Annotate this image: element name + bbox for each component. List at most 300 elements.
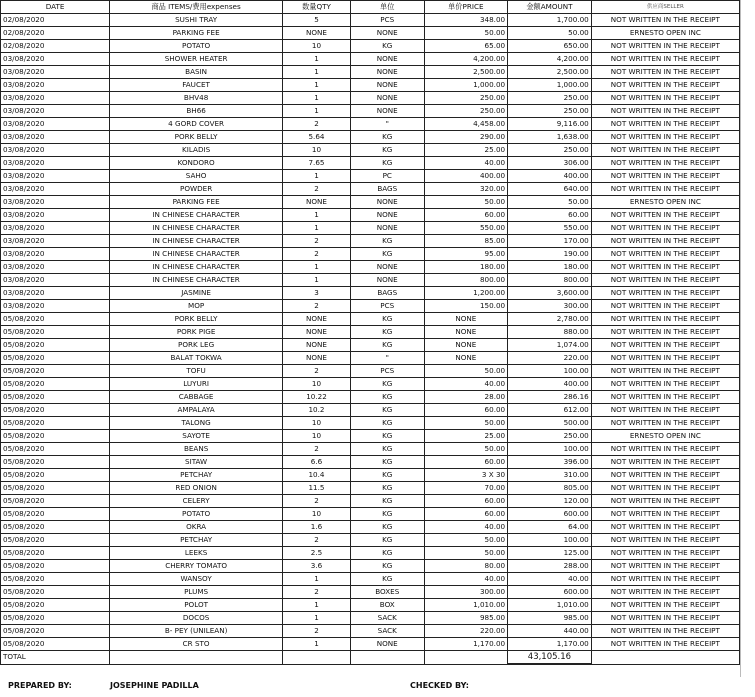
cell-seller[interactable]: NOT WRITTEN IN THE RECEIPT <box>591 118 739 131</box>
cell-date[interactable]: 03/08/2020 <box>1 274 110 287</box>
cell-amount[interactable]: 396.00 <box>508 456 592 469</box>
cell-price[interactable]: 2,500.00 <box>424 66 508 79</box>
cell-item[interactable]: PETCHAY <box>110 534 283 547</box>
cell-qty[interactable]: 2 <box>282 183 350 196</box>
cell-price[interactable]: 50.00 <box>424 417 508 430</box>
cell-seller[interactable]: NOT WRITTEN IN THE RECEIPT <box>591 534 739 547</box>
cell-amount[interactable]: 805.00 <box>508 482 592 495</box>
cell-price[interactable]: 250.00 <box>424 92 508 105</box>
cell-qty[interactable]: 10 <box>282 144 350 157</box>
header-price[interactable]: 单价PRICE <box>424 1 508 14</box>
cell-qty[interactable]: 1 <box>282 612 350 625</box>
cell-unit[interactable]: KG <box>350 378 424 391</box>
cell-price[interactable]: 4,458.00 <box>424 118 508 131</box>
cell-amount[interactable]: 50.00 <box>508 27 592 40</box>
cell-unit[interactable]: KG <box>350 560 424 573</box>
cell-item[interactable]: AMPALAYA <box>110 404 283 417</box>
cell-price[interactable]: 290.00 <box>424 131 508 144</box>
cell-date[interactable]: 03/08/2020 <box>1 300 110 313</box>
cell-price[interactable]: 40.00 <box>424 157 508 170</box>
cell-seller[interactable]: ERNESTO OPEN INC <box>591 430 739 443</box>
cell-item[interactable]: CELERY <box>110 495 283 508</box>
cell-price[interactable]: NONE <box>424 352 508 365</box>
cell-qty[interactable]: 1 <box>282 274 350 287</box>
cell-item[interactable]: SHOWER HEATER <box>110 53 283 66</box>
cell-item[interactable]: KILADIS <box>110 144 283 157</box>
cell-unit[interactable]: KG <box>350 508 424 521</box>
cell-amount[interactable]: 190.00 <box>508 248 592 261</box>
cell-price[interactable]: 1,200.00 <box>424 287 508 300</box>
total-empty-cell[interactable] <box>591 651 739 665</box>
cell-unit[interactable]: KG <box>350 456 424 469</box>
cell-amount[interactable]: 100.00 <box>508 443 592 456</box>
cell-amount[interactable]: 100.00 <box>508 365 592 378</box>
cell-unit[interactable]: KG <box>350 430 424 443</box>
cell-price[interactable]: 550.00 <box>424 222 508 235</box>
cell-qty[interactable]: 2 <box>282 248 350 261</box>
cell-unit[interactable]: NONE <box>350 27 424 40</box>
cell-price[interactable]: NONE <box>424 339 508 352</box>
cell-amount[interactable]: 220.00 <box>508 352 592 365</box>
cell-date[interactable]: 05/08/2020 <box>1 625 110 638</box>
cell-date[interactable]: 05/08/2020 <box>1 482 110 495</box>
cell-price[interactable]: 1,000.00 <box>424 79 508 92</box>
cell-seller[interactable]: NOT WRITTEN IN THE RECEIPT <box>591 261 739 274</box>
cell-item[interactable]: SUSHI TRAY <box>110 14 283 27</box>
cell-item[interactable]: 4 GORD COVER <box>110 118 283 131</box>
cell-price[interactable]: 28.00 <box>424 391 508 404</box>
header-amount[interactable]: 金额AMOUNT <box>508 1 592 14</box>
cell-item[interactable]: PORK BELLY <box>110 313 283 326</box>
cell-seller[interactable]: NOT WRITTEN IN THE RECEIPT <box>591 365 739 378</box>
cell-unit[interactable]: BAGS <box>350 287 424 300</box>
cell-qty[interactable]: 1 <box>282 170 350 183</box>
cell-unit[interactable]: KG <box>350 469 424 482</box>
cell-unit[interactable]: KG <box>350 547 424 560</box>
cell-seller[interactable]: NOT WRITTEN IN THE RECEIPT <box>591 248 739 261</box>
cell-amount[interactable]: 2,780.00 <box>508 313 592 326</box>
cell-date[interactable]: 03/08/2020 <box>1 235 110 248</box>
cell-amount[interactable]: 250.00 <box>508 430 592 443</box>
cell-qty[interactable]: 11.5 <box>282 482 350 495</box>
cell-seller[interactable]: NOT WRITTEN IN THE RECEIPT <box>591 235 739 248</box>
cell-qty[interactable]: 10 <box>282 40 350 53</box>
cell-amount[interactable]: 306.00 <box>508 157 592 170</box>
cell-amount[interactable]: 288.00 <box>508 560 592 573</box>
cell-amount[interactable]: 1,638.00 <box>508 131 592 144</box>
cell-seller[interactable]: NOT WRITTEN IN THE RECEIPT <box>591 547 739 560</box>
cell-date[interactable]: 03/08/2020 <box>1 261 110 274</box>
cell-seller[interactable]: ERNESTO OPEN INC <box>591 196 739 209</box>
cell-unit[interactable]: NONE <box>350 196 424 209</box>
cell-qty[interactable]: NONE <box>282 326 350 339</box>
cell-seller[interactable]: NOT WRITTEN IN THE RECEIPT <box>591 456 739 469</box>
cell-item[interactable]: PLUMS <box>110 586 283 599</box>
cell-date[interactable]: 03/08/2020 <box>1 157 110 170</box>
cell-unit[interactable]: NONE <box>350 274 424 287</box>
cell-date[interactable]: 05/08/2020 <box>1 430 110 443</box>
cell-seller[interactable]: NOT WRITTEN IN THE RECEIPT <box>591 378 739 391</box>
cell-item[interactable]: WANSOY <box>110 573 283 586</box>
cell-amount[interactable]: 600.00 <box>508 586 592 599</box>
total-label[interactable]: TOTAL <box>1 651 110 665</box>
cell-price[interactable]: 400.00 <box>424 170 508 183</box>
cell-qty[interactable]: 1 <box>282 573 350 586</box>
cell-price[interactable]: 25.00 <box>424 430 508 443</box>
cell-item[interactable]: LUYURI <box>110 378 283 391</box>
cell-item[interactable]: OKRA <box>110 521 283 534</box>
cell-seller[interactable]: NOT WRITTEN IN THE RECEIPT <box>591 508 739 521</box>
cell-qty[interactable]: 1 <box>282 222 350 235</box>
cell-date[interactable]: 05/08/2020 <box>1 443 110 456</box>
cell-unit[interactable]: KG <box>350 573 424 586</box>
cell-seller[interactable]: NOT WRITTEN IN THE RECEIPT <box>591 209 739 222</box>
cell-price[interactable]: 300.00 <box>424 586 508 599</box>
cell-date[interactable]: 05/08/2020 <box>1 378 110 391</box>
cell-amount[interactable]: 310.00 <box>508 469 592 482</box>
cell-qty[interactable]: 2 <box>282 534 350 547</box>
cell-qty[interactable]: 1 <box>282 92 350 105</box>
cell-seller[interactable]: NOT WRITTEN IN THE RECEIPT <box>591 417 739 430</box>
cell-item[interactable]: CHERRY TOMATO <box>110 560 283 573</box>
cell-item[interactable]: IN CHINESE CHARACTER <box>110 261 283 274</box>
cell-seller[interactable]: NOT WRITTEN IN THE RECEIPT <box>591 66 739 79</box>
cell-unit[interactable]: NONE <box>350 261 424 274</box>
cell-unit[interactable]: KG <box>350 248 424 261</box>
cell-seller[interactable]: ERNESTO OPEN INC <box>591 27 739 40</box>
cell-date[interactable]: 05/08/2020 <box>1 313 110 326</box>
cell-seller[interactable]: NOT WRITTEN IN THE RECEIPT <box>591 352 739 365</box>
cell-qty[interactable]: 2 <box>282 365 350 378</box>
cell-date[interactable]: 05/08/2020 <box>1 547 110 560</box>
cell-price[interactable]: 65.00 <box>424 40 508 53</box>
cell-date[interactable]: 03/08/2020 <box>1 170 110 183</box>
cell-amount[interactable]: 985.00 <box>508 612 592 625</box>
cell-seller[interactable]: NOT WRITTEN IN THE RECEIPT <box>591 287 739 300</box>
cell-item[interactable]: POLOT <box>110 599 283 612</box>
cell-amount[interactable]: 125.00 <box>508 547 592 560</box>
cell-date[interactable]: 05/08/2020 <box>1 469 110 482</box>
cell-qty[interactable]: 1 <box>282 105 350 118</box>
cell-price[interactable]: 85.00 <box>424 235 508 248</box>
cell-date[interactable]: 03/08/2020 <box>1 66 110 79</box>
cell-amount[interactable]: 400.00 <box>508 170 592 183</box>
cell-qty[interactable]: 1 <box>282 209 350 222</box>
cell-qty[interactable]: 1 <box>282 638 350 651</box>
cell-unit[interactable]: KG <box>350 391 424 404</box>
cell-qty[interactable]: 10 <box>282 430 350 443</box>
cell-date[interactable]: 05/08/2020 <box>1 521 110 534</box>
cell-unit[interactable]: NONE <box>350 638 424 651</box>
cell-qty[interactable]: 5 <box>282 14 350 27</box>
cell-amount[interactable]: 4,200.00 <box>508 53 592 66</box>
cell-date[interactable]: 05/08/2020 <box>1 352 110 365</box>
cell-item[interactable]: PORK PIGE <box>110 326 283 339</box>
total-empty-cell[interactable] <box>350 651 424 665</box>
cell-price[interactable]: 50.00 <box>424 365 508 378</box>
cell-item[interactable]: BHV48 <box>110 92 283 105</box>
cell-unit[interactable]: NONE <box>350 209 424 222</box>
cell-price[interactable]: 40.00 <box>424 521 508 534</box>
cell-qty[interactable]: 10 <box>282 417 350 430</box>
cell-item[interactable]: IN CHINESE CHARACTER <box>110 274 283 287</box>
cell-qty[interactable]: 2 <box>282 443 350 456</box>
cell-seller[interactable]: NOT WRITTEN IN THE RECEIPT <box>591 40 739 53</box>
cell-seller[interactable]: NOT WRITTEN IN THE RECEIPT <box>591 573 739 586</box>
cell-amount[interactable]: 400.00 <box>508 378 592 391</box>
cell-amount[interactable]: 250.00 <box>508 105 592 118</box>
cell-date[interactable]: 05/08/2020 <box>1 560 110 573</box>
cell-price[interactable]: 220.00 <box>424 625 508 638</box>
cell-price[interactable]: 320.00 <box>424 183 508 196</box>
cell-amount[interactable]: 2,500.00 <box>508 66 592 79</box>
cell-item[interactable]: KONDORO <box>110 157 283 170</box>
total-empty-cell[interactable] <box>424 651 508 665</box>
cell-date[interactable]: 05/08/2020 <box>1 534 110 547</box>
cell-seller[interactable]: NOT WRITTEN IN THE RECEIPT <box>591 482 739 495</box>
cell-date[interactable]: 05/08/2020 <box>1 638 110 651</box>
cell-item[interactable]: BEANS <box>110 443 283 456</box>
cell-item[interactable]: LEEKS <box>110 547 283 560</box>
cell-amount[interactable]: 300.00 <box>508 300 592 313</box>
cell-date[interactable]: 05/08/2020 <box>1 456 110 469</box>
cell-amount[interactable]: 40.00 <box>508 573 592 586</box>
cell-seller[interactable]: NOT WRITTEN IN THE RECEIPT <box>591 92 739 105</box>
cell-date[interactable]: 03/08/2020 <box>1 248 110 261</box>
cell-unit[interactable]: KG <box>350 443 424 456</box>
cell-qty[interactable]: 1 <box>282 261 350 274</box>
cell-item[interactable]: CR STO <box>110 638 283 651</box>
cell-date[interactable]: 05/08/2020 <box>1 508 110 521</box>
cell-item[interactable]: RED ONION <box>110 482 283 495</box>
cell-date[interactable]: 05/08/2020 <box>1 365 110 378</box>
cell-price[interactable]: 50.00 <box>424 547 508 560</box>
cell-seller[interactable]: NOT WRITTEN IN THE RECEIPT <box>591 105 739 118</box>
cell-item[interactable]: POWDER <box>110 183 283 196</box>
cell-qty[interactable]: 10.2 <box>282 404 350 417</box>
cell-qty[interactable]: 6.6 <box>282 456 350 469</box>
cell-amount[interactable]: 60.00 <box>508 209 592 222</box>
cell-qty[interactable]: 2 <box>282 118 350 131</box>
cell-seller[interactable]: NOT WRITTEN IN THE RECEIPT <box>591 79 739 92</box>
cell-qty[interactable]: 10 <box>282 508 350 521</box>
cell-date[interactable]: 03/08/2020 <box>1 105 110 118</box>
cell-price[interactable]: 40.00 <box>424 378 508 391</box>
cell-price[interactable]: 1,170.00 <box>424 638 508 651</box>
cell-seller[interactable]: NOT WRITTEN IN THE RECEIPT <box>591 560 739 573</box>
cell-price[interactable]: 50.00 <box>424 534 508 547</box>
cell-item[interactable]: TALONG <box>110 417 283 430</box>
cell-unit[interactable]: PCS <box>350 300 424 313</box>
cell-date[interactable]: 05/08/2020 <box>1 391 110 404</box>
cell-date[interactable]: 03/08/2020 <box>1 131 110 144</box>
cell-price[interactable]: 60.00 <box>424 404 508 417</box>
cell-unit[interactable]: KG <box>350 131 424 144</box>
cell-amount[interactable]: 120.00 <box>508 495 592 508</box>
cell-amount[interactable]: 1,170.00 <box>508 638 592 651</box>
cell-price[interactable]: 95.00 <box>424 248 508 261</box>
cell-date[interactable]: 03/08/2020 <box>1 92 110 105</box>
cell-amount[interactable]: 250.00 <box>508 144 592 157</box>
cell-unit[interactable]: NONE <box>350 222 424 235</box>
cell-seller[interactable]: NOT WRITTEN IN THE RECEIPT <box>591 170 739 183</box>
cell-qty[interactable]: 10 <box>282 378 350 391</box>
cell-seller[interactable]: NOT WRITTEN IN THE RECEIPT <box>591 586 739 599</box>
cell-price[interactable]: 348.00 <box>424 14 508 27</box>
cell-qty[interactable]: NONE <box>282 27 350 40</box>
cell-date[interactable]: 05/08/2020 <box>1 612 110 625</box>
cell-price[interactable]: 4,200.00 <box>424 53 508 66</box>
cell-price[interactable]: 150.00 <box>424 300 508 313</box>
cell-item[interactable]: TOFU <box>110 365 283 378</box>
cell-unit[interactable]: KG <box>350 339 424 352</box>
cell-qty[interactable]: 2 <box>282 625 350 638</box>
cell-amount[interactable]: 600.00 <box>508 508 592 521</box>
cell-date[interactable]: 05/08/2020 <box>1 599 110 612</box>
cell-item[interactable]: POTATO <box>110 508 283 521</box>
cell-item[interactable]: PORK LEG <box>110 339 283 352</box>
cell-unit[interactable]: " <box>350 352 424 365</box>
cell-seller[interactable]: NOT WRITTEN IN THE RECEIPT <box>591 404 739 417</box>
cell-amount[interactable]: 180.00 <box>508 261 592 274</box>
cell-seller[interactable]: NOT WRITTEN IN THE RECEIPT <box>591 638 739 651</box>
cell-date[interactable]: 03/08/2020 <box>1 209 110 222</box>
cell-qty[interactable]: 2 <box>282 300 350 313</box>
cell-price[interactable]: 800.00 <box>424 274 508 287</box>
cell-item[interactable]: JASMINE <box>110 287 283 300</box>
cell-item[interactable]: BH66 <box>110 105 283 118</box>
cell-date[interactable]: 03/08/2020 <box>1 144 110 157</box>
cell-unit[interactable]: KG <box>350 417 424 430</box>
cell-qty[interactable]: 10.4 <box>282 469 350 482</box>
cell-unit[interactable]: SACK <box>350 612 424 625</box>
cell-item[interactable]: FAUCET <box>110 79 283 92</box>
cell-seller[interactable]: NOT WRITTEN IN THE RECEIPT <box>591 339 739 352</box>
cell-unit[interactable]: KG <box>350 534 424 547</box>
cell-price[interactable]: 60.00 <box>424 456 508 469</box>
cell-seller[interactable]: NOT WRITTEN IN THE RECEIPT <box>591 521 739 534</box>
cell-qty[interactable]: NONE <box>282 313 350 326</box>
cell-date[interactable]: 03/08/2020 <box>1 118 110 131</box>
cell-date[interactable]: 02/08/2020 <box>1 14 110 27</box>
cell-unit[interactable]: PCS <box>350 14 424 27</box>
cell-amount[interactable]: 50.00 <box>508 196 592 209</box>
cell-amount[interactable]: 440.00 <box>508 625 592 638</box>
cell-date[interactable]: 05/08/2020 <box>1 417 110 430</box>
cell-item[interactable]: IN CHINESE CHARACTER <box>110 209 283 222</box>
cell-unit[interactable]: NONE <box>350 66 424 79</box>
cell-amount[interactable]: 170.00 <box>508 235 592 248</box>
cell-seller[interactable]: NOT WRITTEN IN THE RECEIPT <box>591 131 739 144</box>
cell-seller[interactable]: NOT WRITTEN IN THE RECEIPT <box>591 326 739 339</box>
cell-amount[interactable]: 650.00 <box>508 40 592 53</box>
cell-price[interactable]: 180.00 <box>424 261 508 274</box>
total-empty-cell[interactable] <box>282 651 350 665</box>
cell-item[interactable]: B- PEY (UNILEAN) <box>110 625 283 638</box>
cell-qty[interactable]: 1 <box>282 53 350 66</box>
cell-price[interactable]: 60.00 <box>424 209 508 222</box>
cell-item[interactable]: PARKING FEE <box>110 27 283 40</box>
cell-item[interactable]: BALAT TOKWA <box>110 352 283 365</box>
cell-qty[interactable]: 1 <box>282 599 350 612</box>
cell-item[interactable]: MOP <box>110 300 283 313</box>
cell-date[interactable]: 05/08/2020 <box>1 586 110 599</box>
cell-seller[interactable]: NOT WRITTEN IN THE RECEIPT <box>591 144 739 157</box>
cell-seller[interactable]: NOT WRITTEN IN THE RECEIPT <box>591 300 739 313</box>
cell-amount[interactable]: 1,074.00 <box>508 339 592 352</box>
cell-unit[interactable]: NONE <box>350 105 424 118</box>
header-qty[interactable]: 数量QTY <box>282 1 350 14</box>
cell-unit[interactable]: BOXES <box>350 586 424 599</box>
cell-price[interactable]: 50.00 <box>424 27 508 40</box>
cell-date[interactable]: 05/08/2020 <box>1 495 110 508</box>
cell-price[interactable]: 25.00 <box>424 144 508 157</box>
cell-seller[interactable]: NOT WRITTEN IN THE RECEIPT <box>591 443 739 456</box>
cell-price[interactable]: NONE <box>424 313 508 326</box>
cell-price[interactable]: 1,010.00 <box>424 599 508 612</box>
cell-qty[interactable]: 2 <box>282 586 350 599</box>
cell-seller[interactable]: NOT WRITTEN IN THE RECEIPT <box>591 53 739 66</box>
cell-item[interactable]: PORK BELLY <box>110 131 283 144</box>
total-amount[interactable]: 43,105.16 <box>508 651 592 665</box>
cell-unit[interactable]: KG <box>350 521 424 534</box>
cell-amount[interactable]: 1,010.00 <box>508 599 592 612</box>
cell-item[interactable]: SAHO <box>110 170 283 183</box>
cell-date[interactable]: 05/08/2020 <box>1 573 110 586</box>
header-unit[interactable]: 单位 <box>350 1 424 14</box>
cell-unit[interactable]: KG <box>350 482 424 495</box>
cell-price[interactable]: 50.00 <box>424 443 508 456</box>
cell-amount[interactable]: 612.00 <box>508 404 592 417</box>
cell-amount[interactable]: 64.00 <box>508 521 592 534</box>
cell-amount[interactable]: 1,000.00 <box>508 79 592 92</box>
cell-date[interactable]: 03/08/2020 <box>1 196 110 209</box>
cell-unit[interactable]: KG <box>350 144 424 157</box>
cell-amount[interactable]: 800.00 <box>508 274 592 287</box>
cell-item[interactable]: PETCHAY <box>110 469 283 482</box>
cell-price[interactable]: 40.00 <box>424 573 508 586</box>
cell-unit[interactable]: KG <box>350 313 424 326</box>
cell-unit[interactable]: KG <box>350 157 424 170</box>
cell-item[interactable]: POTATO <box>110 40 283 53</box>
cell-qty[interactable]: 2 <box>282 495 350 508</box>
cell-item[interactable]: PARKING FEE <box>110 196 283 209</box>
header-seller[interactable]: 供应商SELLER <box>591 1 739 14</box>
cell-date[interactable]: 05/08/2020 <box>1 326 110 339</box>
cell-seller[interactable]: NOT WRITTEN IN THE RECEIPT <box>591 157 739 170</box>
cell-unit[interactable]: PCS <box>350 365 424 378</box>
cell-amount[interactable]: 3,600.00 <box>508 287 592 300</box>
total-empty-cell[interactable] <box>110 651 283 665</box>
cell-unit[interactable]: KG <box>350 404 424 417</box>
cell-seller[interactable]: NOT WRITTEN IN THE RECEIPT <box>591 612 739 625</box>
cell-price[interactable]: 250.00 <box>424 105 508 118</box>
cell-date[interactable]: 03/08/2020 <box>1 183 110 196</box>
cell-amount[interactable]: 550.00 <box>508 222 592 235</box>
cell-unit[interactable]: NONE <box>350 53 424 66</box>
cell-unit[interactable]: " <box>350 118 424 131</box>
cell-item[interactable]: CABBAGE <box>110 391 283 404</box>
cell-unit[interactable]: SACK <box>350 625 424 638</box>
cell-amount[interactable]: 9,116.00 <box>508 118 592 131</box>
cell-qty[interactable]: NONE <box>282 196 350 209</box>
cell-qty[interactable]: 3 <box>282 287 350 300</box>
cell-date[interactable]: 05/08/2020 <box>1 339 110 352</box>
cell-price[interactable]: 3 X 30 <box>424 469 508 482</box>
cell-price[interactable]: 50.00 <box>424 196 508 209</box>
cell-qty[interactable]: 5.64 <box>282 131 350 144</box>
cell-qty[interactable]: NONE <box>282 352 350 365</box>
